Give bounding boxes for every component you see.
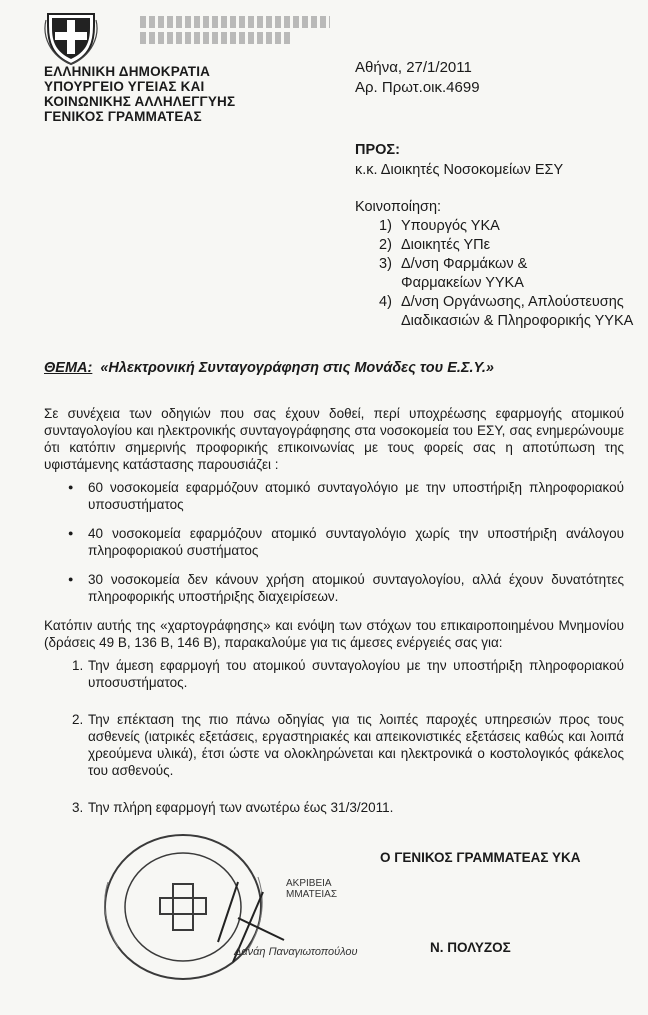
date-protocol-block — [355, 58, 480, 98]
list-item: ● 30 νοσοκομεία δεν κάνουν χρήση ατομικού συνταγολογίου, αλλά έχουν δυνατότητες πληροφορικής υποστήριξης διαχειρίσεων. — [44, 571, 624, 605]
cc-label: Κοινοποίηση: — [355, 199, 442, 215]
subject-label: ΘΕΜΑ: — [44, 360, 93, 376]
letter-body — [44, 405, 624, 836]
official-seal — [88, 822, 288, 992]
intro-paragraph: Σε συνέχεια των οδηγιών που σας έχουν δοθεί, περί υποχρέωσης εφαρμογής ατομικού συνταγολογίου και ηλεκτρονικής συνταγογράφησης στα νοσοκομεία του ΕΣΥ, σας ενημερώνουμε ότι κατόπιν σημερινής προφορικής επικοινωνίας με τους φορείς σας η αποτύπωση της υφιστάμενης κατάστασης παρουσιάζει : — [44, 406, 624, 472]
greek-coat-of-arms-icon — [44, 6, 98, 66]
recipient-block — [355, 140, 563, 180]
blurred-distribution-stamp — [140, 12, 340, 48]
cc-block — [355, 198, 641, 331]
certifier-name: Δανάη Παναγιωτοπούλου — [234, 946, 358, 958]
date-place: Αθήνα, — [355, 59, 403, 76]
header-line-1: ΕΛΛΗΝΙΚΗ ΔΗΜΟΚΡΑΤΙΑ — [44, 64, 211, 79]
header-line-3: ΚΟΙΝΩΝΙΚΗΣ ΑΛΛΗΛΕΓΓΥΗΣ — [44, 94, 236, 109]
list-item: 3. Την πλήρη εφαρμογή των ανωτέρω έως 31/3/2011. — [72, 800, 394, 815]
actions-list — [44, 657, 624, 816]
signer-name: Ν. ΠΟΛΥΖΟΣ — [430, 940, 511, 955]
issuer-header — [44, 64, 235, 124]
protocol-label: Αρ. Πρωτ. — [355, 79, 423, 96]
list-item: 1. Την άμεση εφαρμογή του ατομικού συνταγολογίου με την υποστήριξη πληροφοριακού υποσυστήματος. — [72, 658, 624, 690]
header-line-4: ΓΕΝΙΚΟΣ ΓΡΑΜΜΑΤΕΑΣ — [44, 109, 202, 124]
subject-line — [44, 360, 494, 376]
signer-title: Ο ΓΕΝΙΚΟΣ ΓΡΑΜΜΑΤΕΑΣ ΥΚΑ — [380, 850, 581, 865]
cc-item: 4) Δ/νση Οργάνωσης, Απλούστευσης Διαδικασιών & Πληροφορικής ΥΥΚΑ — [379, 294, 634, 329]
list-item: ● 60 νοσοκομεία εφαρμόζουν ατομικό συνταγολόγιο με την υποστήριξη πληροφοριακού υποσυστήματος — [44, 479, 624, 513]
cc-item: 3) Δ/νση Φαρμάκων & Φαρμακείων ΥΥΚΑ — [379, 256, 528, 291]
header-line-2: ΥΠΟΥΡΓΕΙΟ ΥΓΕΙΑΣ ΚΑΙ — [44, 79, 205, 94]
status-list — [44, 479, 624, 605]
cc-item: 1) Υπουργός ΥΚΑ — [379, 218, 500, 234]
recipient-label: ΠΡΟΣ: — [355, 142, 400, 158]
cc-item: 2) Διοικητές ΥΠε — [379, 237, 491, 253]
list-item: ● 40 νοσοκομεία εφαρμόζουν ατομικό συνταγολόγιο χωρίς την υποστήριξη ανάλογου πληροφοριακού συστήματος — [44, 525, 624, 559]
date-value: 27/1/2011 — [406, 59, 472, 76]
request-paragraph: Κατόπιν αυτής της «χαρτογράφησης» και ενόψη των στόχων του επικαιροποιημένου Μνημονίου (δράσεις 49 Β, 136 Β, 146 Β), παρακαλούμε για τις άμεσες ενέργειές σας για: — [44, 618, 624, 650]
protocol-number: οικ.4699 — [422, 79, 480, 96]
recipient-value: κ.κ. Διοικητές Νοσοκομείων ΕΣΥ — [355, 162, 564, 178]
subject-text: «Ηλεκτρονική Συνταγογράφηση στις Μονάδες του Ε.Σ.Υ.» — [100, 360, 494, 376]
certified-copy-stamp: ΑΚΡΙΒΕΙΑ ΜΜΑΤΕΙΑΣ — [286, 878, 337, 900]
list-item: 2. Την επέκταση της πιο πάνω οδηγίας για τις λοιπές παροχές υπηρεσιών προς τους ασθενείς (ιατρικές εξετάσεις, εργαστηριακές και απεικονιστικές εξετάσεις καθώς και λοιπά χρεούμενα υλικά), έτσι ώστε να ολοκληρώνεται και ηλεκτρονικά ο κοστολογικός φάκελος του ασθενούς. — [72, 712, 624, 778]
